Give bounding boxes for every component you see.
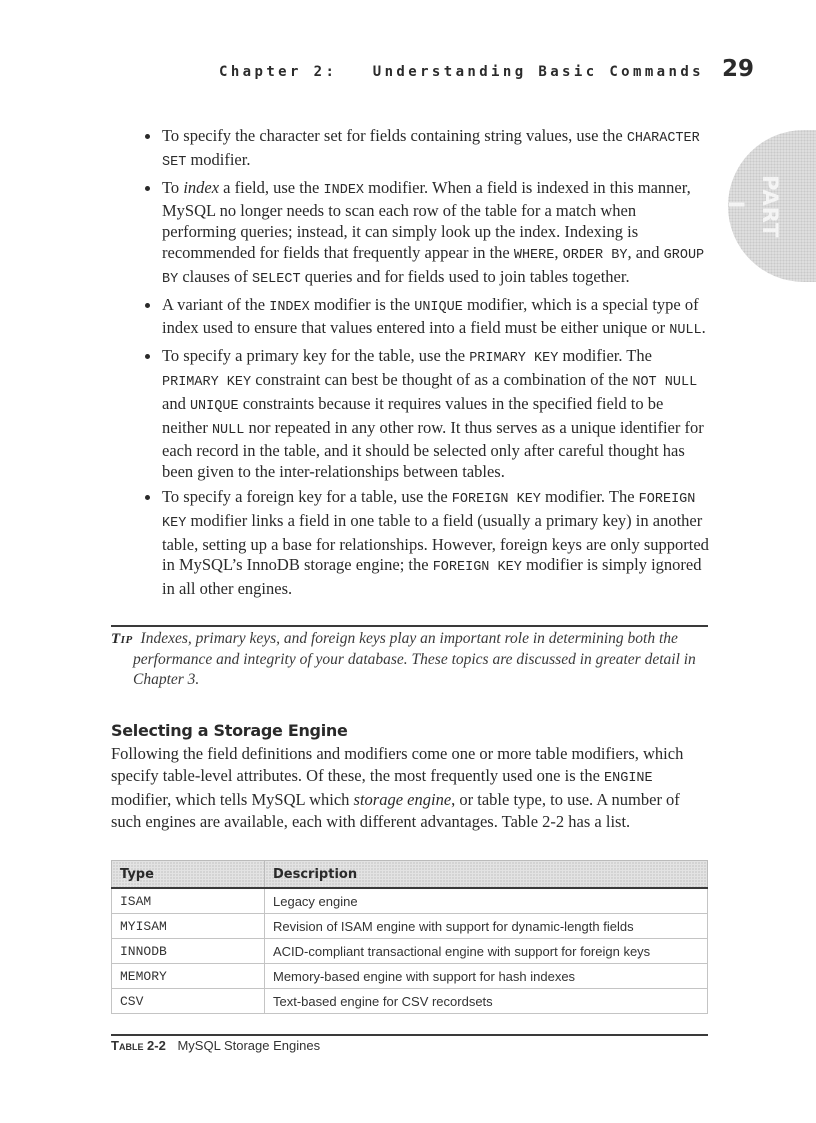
tip-top-rule (111, 625, 708, 627)
inline-code: PRIMARY KEY (469, 351, 559, 367)
text-run: . (701, 318, 706, 338)
text-run: , and (627, 242, 664, 262)
text-run: modifier is the (309, 294, 415, 314)
tip-box (111, 629, 711, 691)
engine-description-cell: Legacy engine (265, 888, 708, 914)
inline-code: NULL (669, 323, 702, 339)
text-run: To (162, 177, 184, 197)
table-caption-label: Table 2-2 (111, 1038, 166, 1053)
text-run: To specify a foreign key for a table, use the (162, 486, 452, 506)
table-caption (111, 1038, 320, 1053)
text-run: modifier, which tells MySQL which (111, 790, 354, 809)
table-header-row (112, 861, 708, 889)
tip-text: Indexes, primary keys, and foreign keys play an important role in determining both the performance and integrity of your database. These topics are discussed in greater detail in Chapter 3. (133, 630, 696, 688)
bullet-item (140, 487, 712, 600)
inline-code: UNIQUE (189, 398, 239, 414)
bullet-item (140, 295, 712, 343)
engine-description-cell: ACID-compliant transactional engine with support for foreign keys (265, 939, 708, 964)
running-title: Chapter 2: Understanding Basic Commands (219, 64, 704, 80)
text-run: , or table type, to use. A number of such engines are available, each with different advantages. Table 2-2 has a list. (111, 790, 680, 831)
inline-code: GROUP BY (162, 247, 705, 287)
page-number: 29 (721, 56, 754, 82)
text-run: modifier. When a field is indexed in this manner, MySQL no longer needs to scan each row of the table for a match when performing queries; instead, it can simply look up the index. Indexing is recommended for fields that frequently appear in the (162, 177, 691, 262)
text-run: nor repeated in any other row. It thus serves as a unique identifier for each record in the table, and it should be selected only after careful thought has been given to the inter-relationships between tables. (162, 417, 704, 482)
text-run: queries and for fields used to join tables together. (300, 266, 630, 286)
text-run: constraints because it requires values in the specified field to be neither (162, 393, 664, 437)
inline-code: WHERE (513, 247, 555, 263)
text-run: A variant of the (162, 294, 270, 314)
inline-code: FOREIGN KEY (162, 491, 696, 531)
table-row (112, 888, 708, 914)
text-run: modifier is simply ignored in all other engines. (162, 555, 702, 599)
text-run: modifier links a field in one table to a field (usually a primary key) in another table, setting up a base for relationships. However, foreign keys are only supported in MySQL’s InnoDB storage engine; the (162, 510, 709, 575)
text-run: To specify a primary key for the table, use the (162, 346, 470, 366)
text-run: and (162, 393, 190, 413)
engine-description-cell: Text-based engine for CSV recordsets (265, 989, 708, 1014)
bullet-item (140, 126, 712, 174)
table-row (112, 964, 708, 989)
engine-description-cell: Revision of ISAM engine with support for dynamic-length fields (265, 914, 708, 939)
column-header-description: Description (265, 861, 708, 889)
inline-code: NOT NULL (632, 374, 698, 390)
text-run: constraint can best be thought of as a combination of the (251, 369, 633, 389)
text-run: clauses of (178, 266, 252, 286)
text-run: To specify the character set for fields containing string values, use the (162, 126, 627, 145)
bullet-item (140, 346, 712, 483)
inline-code: FOREIGN KEY (451, 491, 541, 507)
inline-code: INDEX (269, 299, 310, 315)
text-run: modifier. (186, 149, 251, 169)
text-run: modifier, which is a special type of index used to ensure that values entered into a field must be either unique or (162, 294, 699, 338)
inline-code: SELECT (251, 271, 301, 287)
bullet-item (140, 178, 712, 291)
storage-engine-table (111, 860, 708, 1014)
table-row (112, 989, 708, 1014)
text-run: modifier. The (558, 346, 652, 366)
table-caption-text: MySQL Storage Engines (177, 1038, 321, 1053)
inline-code: NULL (211, 422, 245, 438)
tip-label: Tip (111, 631, 133, 647)
text-run: a field, use the (219, 177, 324, 197)
part-tab-label: PART I (724, 175, 782, 239)
engine-type-cell: MEMORY (112, 964, 265, 989)
engine-description-cell: Memory-based engine with support for hash indexes (265, 964, 708, 989)
text-run: modifier. The (540, 486, 639, 506)
emphasis: index (183, 177, 220, 197)
inline-code: INDEX (323, 182, 365, 198)
inline-code: CHARACTER SET (162, 131, 700, 170)
engine-type-cell: ISAM (112, 888, 265, 914)
table-row (112, 939, 708, 964)
column-header-type: Type (112, 861, 265, 889)
emphasis: storage engine (353, 790, 452, 809)
section-paragraph (111, 743, 711, 832)
engine-type-cell: MYISAM (112, 914, 265, 939)
inline-code: ORDER BY (562, 247, 628, 263)
text-run: , (554, 242, 563, 262)
table-bottom-rule (111, 1034, 708, 1036)
inline-code: FOREIGN KEY (432, 560, 522, 576)
engine-type-cell: CSV (112, 989, 265, 1014)
inline-code: UNIQUE (414, 299, 463, 315)
inline-code: PRIMARY KEY (162, 374, 252, 390)
text-run: Following the field definitions and modifiers come one or more table modifiers, which specify table-level attributes. Of these, the most frequently used one is the (111, 744, 684, 785)
section-heading: Selecting a Storage Engine (111, 721, 348, 740)
engine-type-cell: INNODB (112, 939, 265, 964)
running-header (219, 56, 754, 82)
modifier-bullet-list (140, 126, 712, 604)
table-row (112, 914, 708, 939)
inline-code: ENGINE (604, 770, 653, 786)
